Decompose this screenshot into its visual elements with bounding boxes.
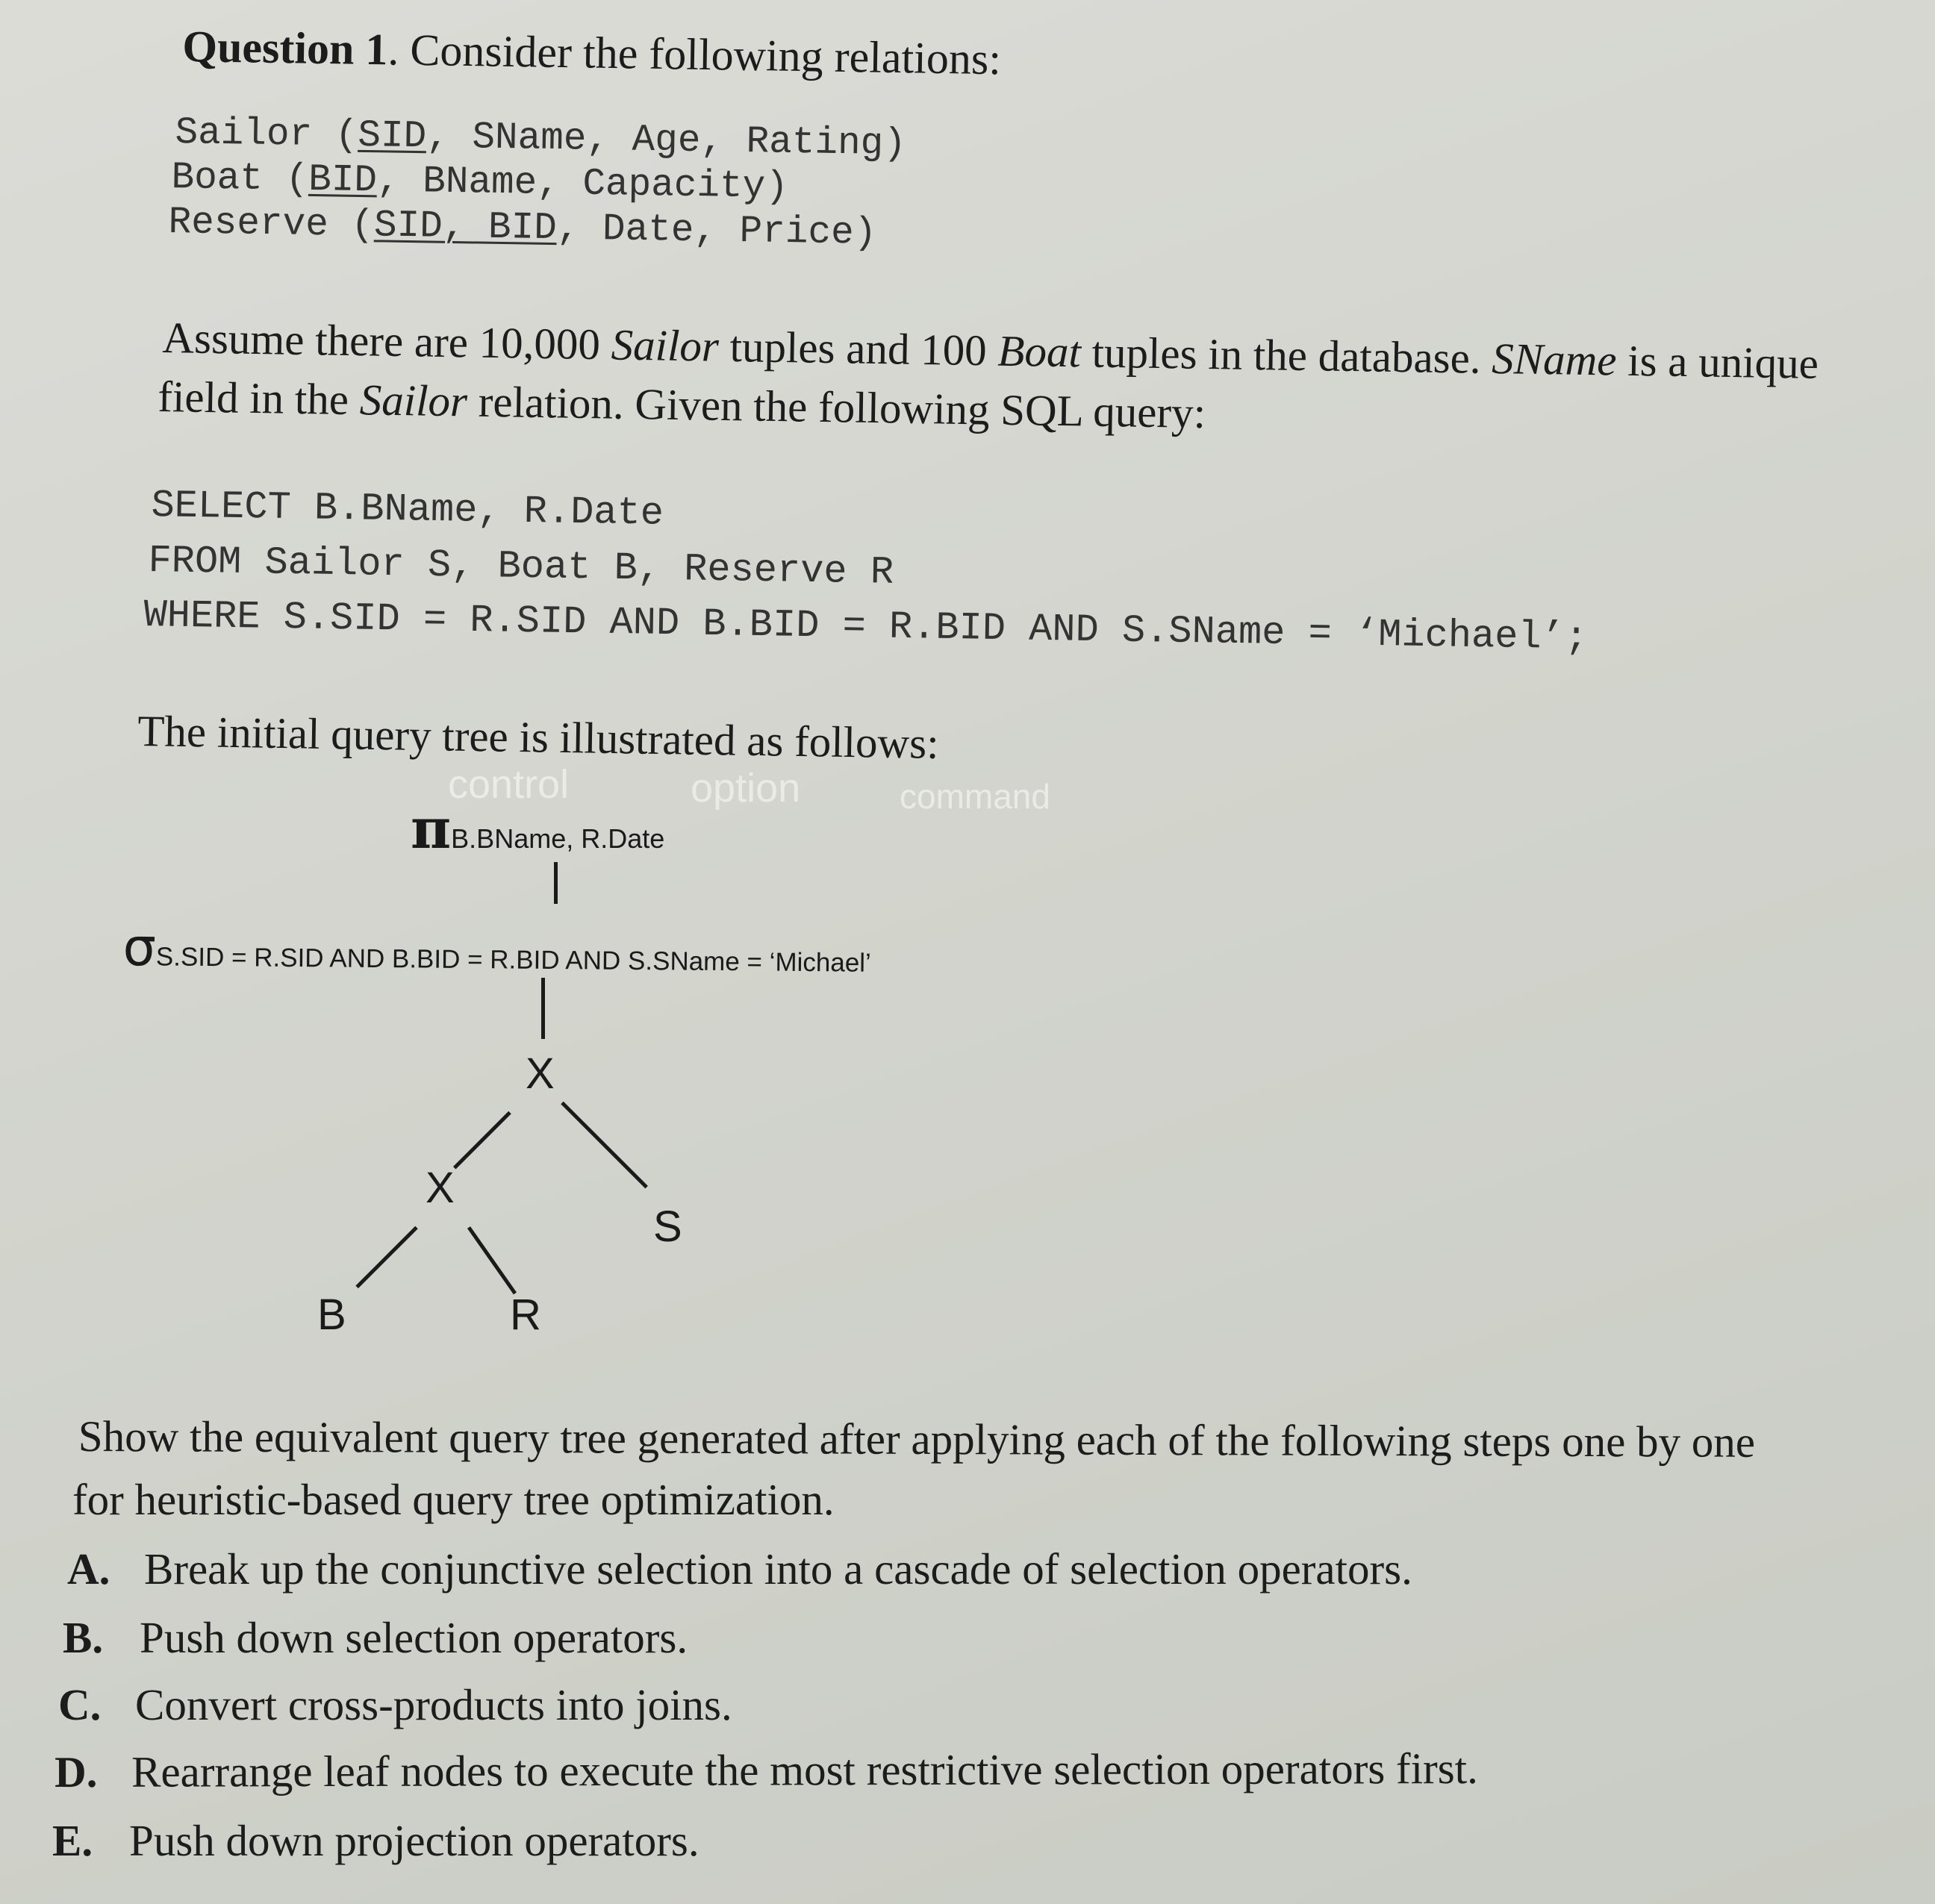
step-b-letter: B. [63, 1613, 104, 1662]
step-a [67, 1544, 1412, 1595]
step-e-text: Push down projection operators. [129, 1816, 699, 1865]
primary-key-bid: BID [308, 158, 378, 203]
step-d-letter: D. [54, 1747, 98, 1797]
task-line-2: for heuristic-based query tree optimization. [72, 1475, 835, 1524]
edge-crossinner-r [467, 1226, 517, 1294]
edge-sigma-cross [541, 978, 545, 1039]
selection-node [122, 917, 871, 984]
step-e [52, 1815, 699, 1867]
cross-product-inner: X [426, 1164, 455, 1212]
step-e-letter: E. [52, 1816, 93, 1865]
edge-crosstop-crossinner [453, 1111, 511, 1170]
leaf-s: S [653, 1202, 682, 1251]
question-label: Question 1 [181, 21, 388, 75]
edge-crosstop-s [561, 1102, 648, 1189]
assumption-line-2: field in the Sailor relation. Given the following SQL query: [157, 371, 1206, 438]
sql-select: SELECT B.BName, R.Date [151, 484, 664, 536]
pi-symbol: π [411, 797, 452, 861]
leaf-r: R [510, 1290, 541, 1339]
relation-boat: Boat (BID, BName, Capacity) [171, 157, 789, 209]
pi-subscript: B.BName, R.Date [451, 823, 665, 854]
sigma-subscript: S.SID = R.SID AND B.BID = R.BID AND S.SName = ‘Michael’ [155, 942, 871, 978]
step-b-text: Push down selection operators. [140, 1613, 688, 1662]
overlay-control-key: control [448, 762, 570, 807]
sigma-symbol: σ [122, 917, 157, 978]
step-a-text: Break up the conjunctive selection into a cascade of selection operators. [144, 1544, 1412, 1594]
relation-sailor: Sailor (SID, SName, Age, Rating) [175, 112, 907, 166]
edge-crossinner-b [355, 1226, 417, 1288]
question-intro: . Consider the following relations: [387, 25, 1002, 84]
step-b [63, 1612, 688, 1664]
sql-from: FROM Sailor S, Boat B, Reserve R [148, 539, 894, 595]
relation-reserve: Reserve (SID, BID, Date, Price) [168, 202, 877, 255]
step-c-text: Convert cross-products into joins. [135, 1680, 732, 1729]
projection-node [411, 797, 664, 861]
overlay-option-key: option [691, 766, 801, 811]
step-c-letter: C. [58, 1680, 102, 1729]
tree-intro: The initial query tree is illustrated as follows: [137, 705, 940, 768]
overlay-command-key: command [900, 777, 1050, 816]
primary-key-sid-bid: SID, BID [373, 205, 558, 251]
primary-key-sid: SID [357, 114, 427, 159]
edge-pi-sigma [554, 862, 558, 904]
question-heading [182, 21, 1002, 85]
task-line-1: Show the equivalent query tree generated after applying each of the following steps one by one [78, 1411, 1756, 1467]
cross-product-top: X [526, 1049, 555, 1098]
assumption-line-1: Assume there are 10,000 Sailor tuples and 100 Boat tuples in the database. SName is a unique [161, 312, 1819, 388]
step-c [58, 1679, 732, 1731]
sql-where: WHERE S.SID = R.SID AND B.BID = R.BID AND S.SName = ‘Michael’; [143, 593, 1589, 661]
step-a-letter: A. [67, 1544, 110, 1594]
leaf-b: B [317, 1290, 346, 1339]
step-d-text: Rearrange leaf nodes to execute the most restrictive selection operators first. [131, 1744, 1478, 1797]
step-d [54, 1743, 1478, 1798]
